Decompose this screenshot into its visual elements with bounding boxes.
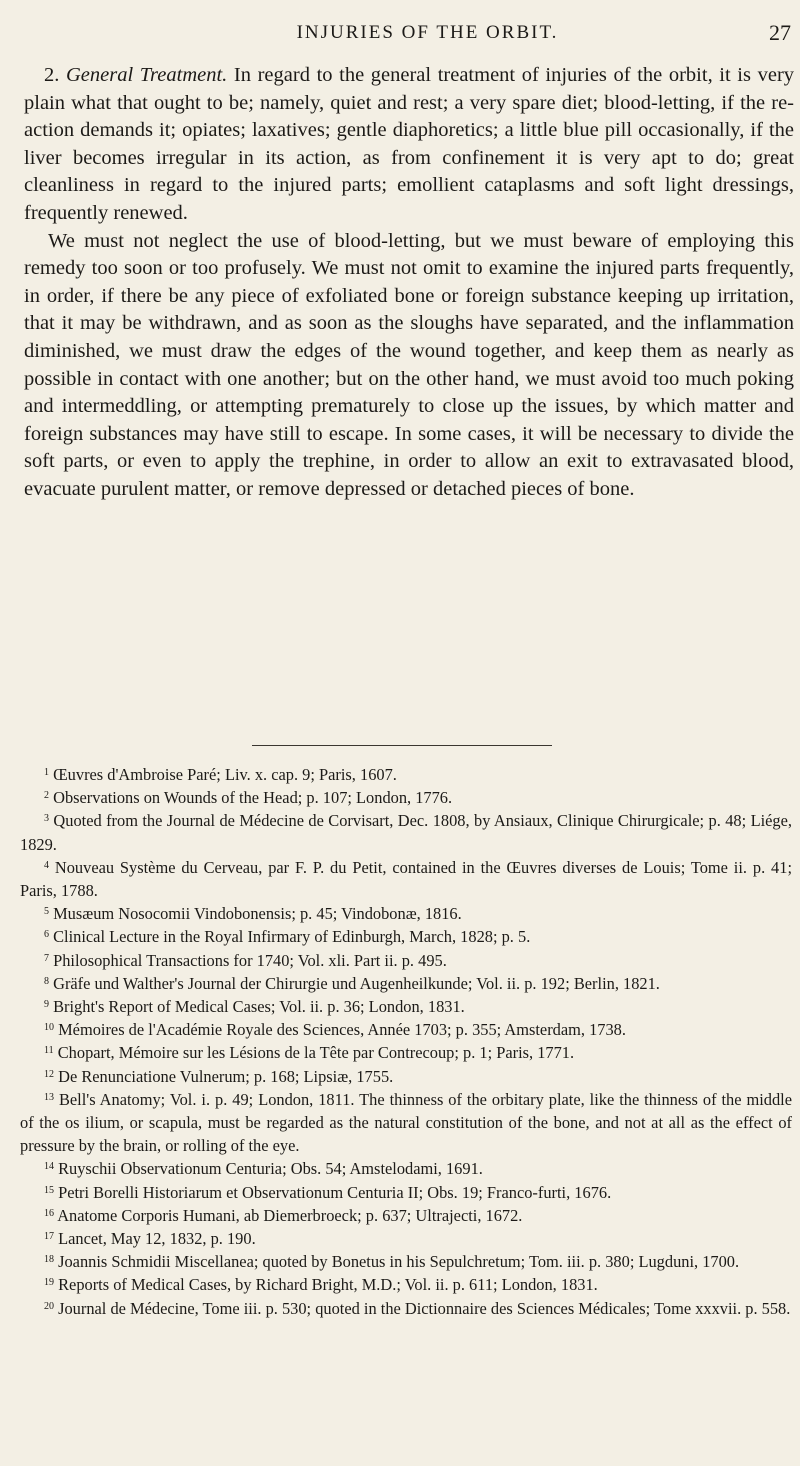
page-header [60, 18, 795, 48]
footnote-text: Petri Borelli Historiarum et Observationum Centuria II; Obs. 19; Franco-furti, 1676. [58, 1182, 612, 1202]
footnote-number: 5 [44, 906, 49, 918]
footnote-number: 17 [44, 1231, 54, 1243]
running-title: INJURIES OF THE ORBIT. [296, 22, 559, 43]
footnotes [20, 763, 792, 1320]
footnote-text: Clinical Lecture in the Royal Infirmary of Edinburgh, March, 1828; p. 5. [53, 927, 531, 947]
footnote-text: Reports of Medical Cases, by Richard Bright, M.D.; Vol. ii. p. 611; London, 1831. [58, 1275, 598, 1295]
footnote-5 [20, 902, 792, 925]
footnote-text: Journal de Médecine, Tome iii. p. 530; quoted in the Dictionnaire des Sciences Médicales; Tome xxxvii. p. 558. [58, 1298, 791, 1318]
paragraph-general-treatment [24, 62, 794, 228]
footnote-8 [20, 972, 792, 995]
footnote-15 [20, 1181, 792, 1204]
footnote-3 [20, 809, 792, 855]
footnote-number: 8 [44, 975, 49, 987]
page-number: 27 [769, 20, 791, 45]
footnote-text: Œuvres d'Ambroise Paré; Liv. x. cap. 9; Paris, 1607. [53, 765, 397, 784]
footnote-text: Lancet, May 12, 1832, p. 190. [58, 1229, 256, 1249]
footnote-number: 12 [44, 1068, 54, 1080]
footnote-text: Bright's Report of Medical Cases; Vol. ii. p. 36; London, 1831. [53, 997, 465, 1017]
footnote-13 [20, 1088, 792, 1158]
footnote-4 [20, 856, 792, 902]
section-title: General Treatment. [66, 64, 228, 86]
footnote-number: 13 [44, 1091, 54, 1103]
paragraph-1-text: In regard to the general treatment of injuries of the orbit, it is very plain what that ought to be; namely, quiet and rest; a very spare diet; blood-letting, if the re-action demands it; opiates; laxatives; gentle diaphoretics; a little blue pill occasionally, if the liver becomes irregular in its action, as from confinement it is very apt to do; great cleanliness in regard to the injured parts; emollient cataplasms and soft light dressings, frequently renewed. [24, 64, 795, 224]
footnote-text: Observations on Wounds of the Head; p. 107; London, 1776. [53, 788, 453, 808]
footnote-number: 7 [44, 952, 49, 964]
footnote-number: 20 [44, 1300, 54, 1312]
footnote-19 [20, 1273, 792, 1296]
footnote-number: 10 [44, 1022, 54, 1034]
footnote-16 [20, 1204, 792, 1227]
section-number: 2. [44, 64, 60, 86]
footnote-text: Ruyschii Observationum Centuria; Obs. 54; Amstelodami, 1691. [58, 1159, 483, 1179]
footnote-text: Mémoires de l'Académie Royale des Sciences, Année 1703; p. 355; Amsterdam, 1738. [58, 1020, 626, 1040]
footnote-number: 3 [44, 813, 49, 825]
footnote-1 [20, 763, 792, 786]
footnote-text: Musæum Nosocomii Vindobonensis; p. 45; Vindobonæ, 1816. [53, 904, 462, 924]
footnote-2 [20, 786, 792, 809]
footnote-17 [20, 1227, 792, 1250]
footnote-number: 2 [44, 790, 49, 802]
main-text [24, 62, 794, 504]
footnote-20 [20, 1297, 792, 1320]
footnote-10 [20, 1018, 792, 1041]
footnote-text: Quoted from the Journal de Médecine de Corvisart, Dec. 1808, by Ansiaux, Clinique Chirurgicale; p. 48; Liége, 1829. [20, 811, 792, 854]
footnote-text: Joannis Schmidii Miscellanea; quoted by Bonetus in his Sepulchretum; Tom. iii. p. 380; Lugduni, 1700. [58, 1252, 740, 1272]
footnote-7 [20, 949, 792, 972]
footnote-number: 14 [44, 1161, 54, 1173]
footnote-9 [20, 995, 792, 1018]
footnote-18 [20, 1250, 792, 1273]
footnote-text: Bell's Anatomy; Vol. i. p. 49; London, 1811. The thinness of the orbitary plate, like the thinness of the middle of the os ilium, or scapula, must be regarded as the natural constitution of the bone, and not at all as the effect of pressure by the brain, or rolling of the eye. [20, 1089, 792, 1156]
footnote-number: 1 [44, 767, 49, 778]
paragraph-blood-letting: We must not neglect the use of blood-letting, but we must beware of employing this remedy too soon or too profusely. We must not omit to examine the injured parts frequently, in order, if there be any piece of exfoliated bone or foreign substance keeping up irritation, that it may be withdrawn, and as soon as the sloughs have separated, and the inflammation diminished, we must draw the edges of the wound together, and keep them as nearly as possible in contact with one another; but on the other hand, we must avoid too much poking and intermeddling, or attempting prematurely to close up the issues, by which matter and foreign substances may have still to escape. In some cases, it will be necessary to divide the soft parts, or even to apply the trephine, in order to allow an exit to extravasated blood, evacuate purulent matter, or remove depressed or detached pieces of bone. [24, 229, 794, 500]
footnote-text: Chopart, Mémoire sur les Lésions de la Tête par Contrecoup; p. 1; Paris, 1771. [57, 1043, 575, 1063]
footnote-6 [20, 925, 792, 948]
footnote-number: 15 [44, 1184, 54, 1196]
footnote-number: 11 [44, 1045, 54, 1057]
footnote-number: 19 [44, 1277, 54, 1289]
footnote-number: 4 [44, 859, 49, 871]
footnote-text: Nouveau Système du Cerveau, par F. P. du Petit, contained in the Œuvres diverses de Louis; Tome ii. p. 41; Paris, 1788. [20, 857, 792, 901]
footnote-number: 9 [44, 999, 49, 1011]
footnote-12 [20, 1065, 792, 1088]
footnote-number: 16 [44, 1207, 54, 1219]
footnote-text: Gräfe und Walther's Journal der Chirurgie und Augenheilkunde; Vol. ii. p. 192; Berlin, 1821. [53, 973, 660, 993]
footnote-number: 6 [44, 929, 49, 941]
footnote-text: Philosophical Transactions for 1740; Vol. xli. Part ii. p. 495. [53, 950, 447, 970]
footnote-11 [20, 1041, 792, 1064]
footnote-divider [252, 745, 552, 746]
footnote-text: Anatome Corporis Humani, ab Diemerbroeck; p. 637; Ultrajecti, 1672. [57, 1205, 523, 1225]
footnote-14 [20, 1157, 792, 1180]
footnote-number: 18 [44, 1254, 54, 1266]
footnote-text: De Renunciatione Vulnerum; p. 168; Lipsiæ, 1755. [58, 1066, 394, 1086]
